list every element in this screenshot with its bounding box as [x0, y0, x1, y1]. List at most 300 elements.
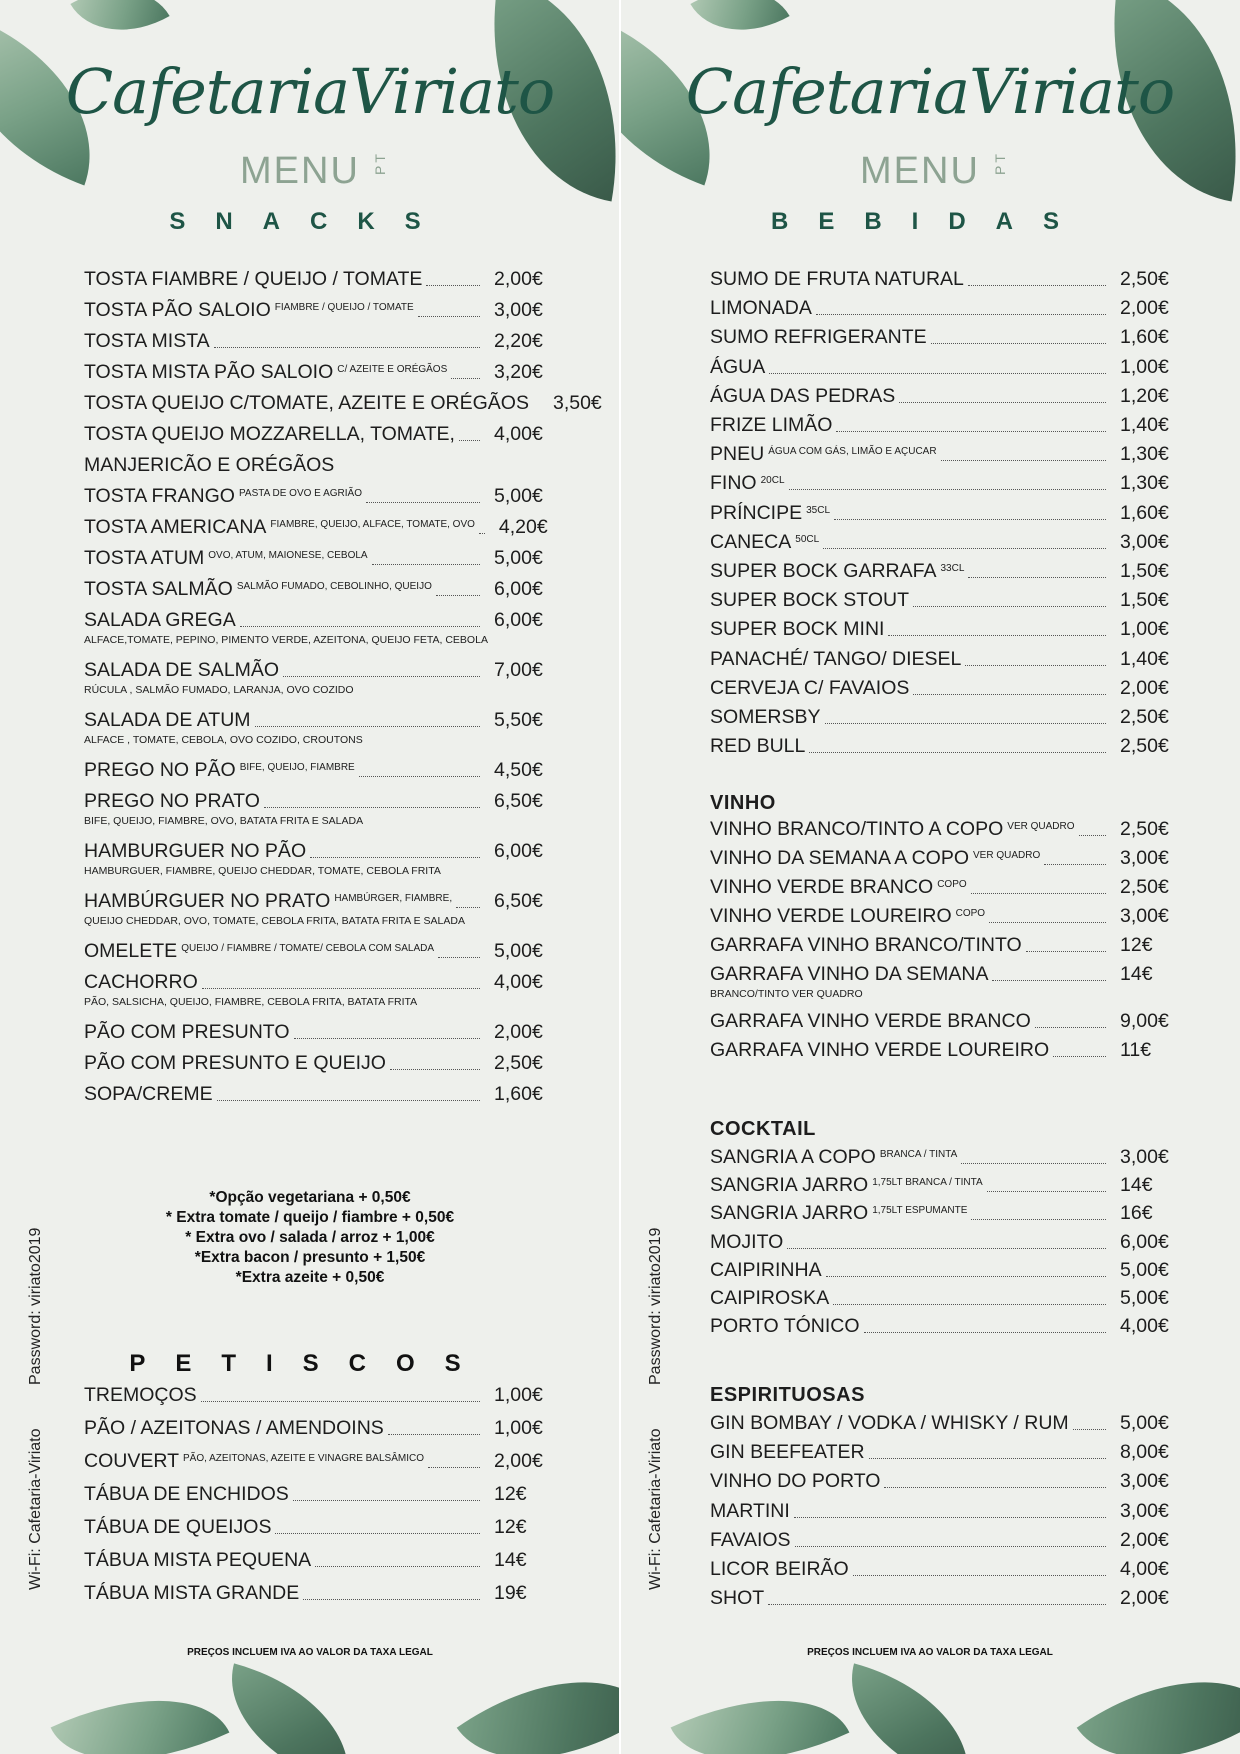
- menu-item: [84, 609, 552, 632]
- dot-leader: [816, 314, 1106, 315]
- item-note: ÁGUA COM GÁS, LIMÃO E AÇUCAR: [768, 446, 937, 458]
- item-price: 4,00€: [1120, 1558, 1169, 1580]
- item-name: VINHO DA SEMANA A COPO: [710, 847, 969, 869]
- item-name: CAIPIRINHA: [710, 1258, 822, 1281]
- item-name: VINHO BRANCO/TINTO A COPO: [710, 818, 1004, 840]
- menu-item: [84, 790, 552, 813]
- item-name: PÃO COM PRESUNTO E QUEIJO: [84, 1052, 386, 1074]
- item-note: PASTA DE OVO E AGRIÃO: [238, 488, 362, 499]
- item-name: GARRAFA VINHO DA SEMANA: [710, 963, 989, 985]
- item-price: 6,00€: [494, 578, 543, 600]
- menu-item: [84, 547, 552, 570]
- item-name: PNEU: [710, 443, 765, 466]
- item-name: SOMERSBY: [710, 706, 821, 728]
- dot-leader: [418, 316, 480, 317]
- menu-item: [84, 1083, 552, 1106]
- item-price: 4,00€: [1120, 1315, 1169, 1338]
- item-name: CERVEJA C/ FAVAIOS: [710, 676, 910, 699]
- menu-item: [710, 847, 1178, 870]
- panel-divider: [619, 0, 621, 1754]
- item-name: GARRAFA VINHO BRANCO/TINTO: [710, 934, 1022, 956]
- item-price: 2,50€: [1120, 735, 1169, 758]
- menu-item: [84, 709, 552, 732]
- dot-leader: [201, 1401, 480, 1402]
- item-name: SUPER BOCK MINI: [710, 618, 885, 641]
- dot-leader: [888, 635, 1106, 636]
- menu-item: [710, 1287, 1178, 1310]
- dot-leader: [202, 988, 480, 989]
- menu-item: [710, 1500, 1178, 1523]
- menu-item: [710, 356, 1178, 379]
- item-price: 1,30€: [1120, 443, 1169, 466]
- item-name: COUVERT: [84, 1450, 179, 1472]
- menu-item: [710, 1529, 1178, 1552]
- dot-leader: [941, 460, 1106, 461]
- item-name: SANGRIA JARRO: [710, 1202, 869, 1225]
- dot-leader: [240, 626, 480, 627]
- item-note: COPO: [955, 908, 986, 919]
- cocktail-title: COCKTAIL: [710, 1118, 816, 1140]
- item-note: C/ AZEITE E ORÉGÃOS: [337, 364, 448, 375]
- item-price: 6,00€: [1120, 1230, 1169, 1253]
- item-price: 1,00€: [494, 1417, 543, 1439]
- menu-item: [84, 485, 552, 508]
- menu-item: [84, 890, 552, 913]
- item-price: 6,50€: [494, 790, 543, 812]
- item-name: SOPA/CREME: [84, 1083, 213, 1105]
- menu-item: [710, 677, 1178, 700]
- extra-note: *Extra azeite + 0,50€: [235, 1269, 385, 1286]
- item-price: 11€: [1120, 1039, 1152, 1061]
- menu-item: [84, 1549, 552, 1572]
- dot-leader: [390, 1069, 480, 1070]
- menu-item: [710, 1315, 1178, 1338]
- item-name: TOSTA QUEIJO C/TOMATE, AZEITE E ORÉGÃOS: [84, 392, 529, 414]
- dot-leader: [823, 548, 1106, 549]
- menu-item: [710, 1039, 1178, 1062]
- item-price: 5,00€: [494, 547, 543, 569]
- menu-item: [84, 516, 552, 539]
- item-name: HAMBURGUER NO PÃO: [84, 840, 307, 862]
- item-price: 6,00€: [494, 840, 543, 862]
- item-description: BIFE, QUEIJO, FIAMBRE, OVO, BATATA FRITA E SALADA: [84, 815, 364, 827]
- item-price: 9,00€: [1120, 1010, 1169, 1032]
- item-name: PÃO / AZEITONAS / AMENDOINS: [84, 1417, 384, 1439]
- item-name: TOSTA ATUM: [84, 547, 205, 569]
- dot-leader: [479, 533, 485, 534]
- dot-leader: [438, 957, 480, 958]
- menu-item: [710, 268, 1178, 291]
- item-price: 3,00€: [1120, 847, 1169, 869]
- item-name: TOSTA PÃO SALOIO: [84, 299, 271, 321]
- item-price: 1,60€: [1120, 501, 1169, 524]
- item-price: 1,60€: [494, 1083, 543, 1105]
- item-price: 7,00€: [494, 659, 543, 681]
- item-price: 2,50€: [1120, 268, 1169, 290]
- item-note: PÃO, AZEITONAS, AZEITE E VINAGRE BALSÂMICO: [183, 1453, 424, 1464]
- dot-leader: [795, 1546, 1106, 1547]
- dot-leader: [836, 431, 1106, 432]
- item-price: 1,00€: [1120, 355, 1169, 378]
- dot-leader: [809, 752, 1106, 753]
- item-note: FIAMBRE, QUEIJO, ALFACE, TOMATE, OVO: [270, 519, 475, 530]
- menu-item: [84, 1450, 552, 1473]
- item-name: SUMO REFRIGERANTE: [710, 326, 927, 349]
- menu-item: [84, 268, 552, 291]
- dot-leader: [965, 665, 1106, 666]
- item-description: BRANCO/TINTO VER QUADRO: [710, 988, 863, 1000]
- item-price: 5,00€: [494, 940, 543, 962]
- dot-leader: [1026, 951, 1106, 952]
- item-note: VER QUADRO: [1007, 821, 1075, 832]
- right-panel: [620, 0, 1240, 1754]
- dot-leader: [971, 893, 1106, 894]
- item-price: 1,30€: [1120, 472, 1169, 495]
- item-name: TÁBUA MISTA PEQUENA: [84, 1549, 312, 1571]
- dot-leader: [436, 595, 480, 596]
- item-name: GIN BOMBAY / VODKA / WHISKY / RUM: [710, 1412, 1069, 1434]
- item-price: 2,00€: [1120, 1528, 1169, 1551]
- item-name: TOSTA AMERICANA: [84, 516, 267, 538]
- item-name: TOSTA FRANGO: [84, 485, 235, 507]
- dot-leader: [869, 1458, 1106, 1459]
- item-name: CANECA: [710, 530, 792, 553]
- menu-item: [710, 1146, 1178, 1169]
- item-note: 20CL: [760, 475, 785, 487]
- menu-item: [84, 299, 552, 322]
- dot-leader: [372, 564, 480, 565]
- item-name: SANGRIA A COPO: [710, 1146, 876, 1168]
- menu-item: [84, 1052, 552, 1075]
- menu-item: [710, 560, 1178, 583]
- item-price: 8,00€: [1120, 1441, 1169, 1464]
- menu-item: [710, 818, 1178, 841]
- item-name: SALADA DE ATUM: [84, 709, 251, 731]
- item-note: 35CL: [806, 504, 831, 516]
- item-note: QUEIJO / FIAMBRE / TOMATE/ CEBOLA COM SALADA: [181, 943, 435, 954]
- dot-leader: [366, 502, 480, 503]
- item-price: 2,00€: [1120, 297, 1169, 320]
- item-price: 2,50€: [1120, 706, 1169, 728]
- dot-leader: [913, 606, 1106, 607]
- item-price: 5,00€: [1120, 1287, 1169, 1309]
- dot-leader: [1035, 1027, 1106, 1028]
- item-description: RÚCULA , SALMÃO FUMADO, LARANJA, OVO COZIDO: [84, 684, 354, 696]
- dot-leader: [794, 1517, 1106, 1518]
- item-name: PANACHÉ/ TANGO/ DIESEL: [710, 647, 962, 670]
- item-price: 2,50€: [1120, 818, 1169, 840]
- dot-leader: [968, 577, 1106, 578]
- item-name: LICOR BEIRÃO: [710, 1558, 849, 1580]
- item-price: 2,00€: [1120, 676, 1169, 699]
- item-name: VINHO VERDE BRANCO: [710, 876, 934, 898]
- dot-leader: [787, 1248, 1106, 1249]
- menu-item: [84, 659, 552, 682]
- item-description: ALFACE,TOMATE, PEPINO, PIMENTO VERDE, AZEITONA, QUEIJO FETA, CEBOLA: [84, 634, 488, 646]
- item-price: 2,20€: [494, 330, 543, 352]
- menu-item: [710, 735, 1178, 758]
- item-note: OVO, ATUM, MAIONESE, CEBOLA: [208, 550, 368, 561]
- item-name: TOSTA SALMÃO: [84, 578, 233, 600]
- menu-item: [84, 423, 552, 446]
- dot-leader: [428, 1467, 480, 1468]
- dot-leader: [217, 1100, 480, 1101]
- menu-item: [710, 326, 1178, 349]
- menu-item: [710, 385, 1178, 408]
- item-price: 14€: [1120, 963, 1153, 985]
- espirituosas-title: ESPIRITUOSAS: [710, 1384, 865, 1406]
- dot-leader: [1044, 864, 1106, 865]
- menu-item: [710, 1587, 1178, 1610]
- dot-leader: [987, 1191, 1106, 1192]
- item-price: 3,00€: [1120, 530, 1169, 553]
- dot-leader: [275, 1533, 480, 1534]
- dot-leader: [931, 343, 1106, 344]
- item-description: PÃO, SALSICHA, QUEIJO, FIAMBRE, CEBOLA FRITA, BATATA FRITA: [84, 996, 418, 1008]
- menu-item: [710, 934, 1178, 957]
- menu-item: [84, 1417, 552, 1440]
- item-price: 3,20€: [494, 361, 543, 383]
- item-name: LIMONADA: [710, 297, 812, 320]
- dot-leader: [359, 776, 480, 777]
- item-name-continued: MANJERICÃO E ORÉGÃOS: [84, 454, 335, 476]
- dot-leader: [1079, 835, 1106, 836]
- dot-leader: [789, 489, 1107, 490]
- item-price: 12€: [494, 1483, 527, 1505]
- menu-item: [710, 1174, 1178, 1197]
- menu-item: [710, 531, 1178, 554]
- menu-item: [84, 578, 552, 601]
- item-price: 16€: [1120, 1202, 1153, 1225]
- item-note: VER QUADRO: [973, 850, 1041, 861]
- item-price: 6,00€: [494, 609, 543, 631]
- item-note: 50CL: [795, 533, 820, 545]
- dot-leader: [1073, 1429, 1106, 1430]
- menu-item: [710, 648, 1178, 671]
- extra-note: * Extra tomate / queijo / fiambre + 0,50€: [165, 1209, 455, 1226]
- dot-leader: [989, 922, 1106, 923]
- menu-item: [710, 443, 1178, 466]
- item-name: SALADA DE SALMÃO: [84, 659, 280, 681]
- dot-leader: [913, 694, 1106, 695]
- menu-item: [84, 1516, 552, 1539]
- menu-item: [710, 589, 1178, 612]
- item-price: 14€: [494, 1549, 527, 1571]
- leaf-decoration: [211, 1663, 370, 1754]
- item-price: 14€: [1120, 1174, 1153, 1197]
- dot-leader: [426, 285, 480, 286]
- menu-item: [84, 330, 552, 353]
- item-price: 1,00€: [494, 1384, 543, 1406]
- dot-leader: [294, 1038, 480, 1039]
- item-note: SALMÃO FUMADO, CEBOLINHO, QUEIJO: [236, 581, 432, 592]
- item-price: 3,00€: [1120, 905, 1169, 927]
- item-description: QUEIJO CHEDDAR, OVO, TOMATE, CEBOLA FRITA, BATATA FRITA E SALADA: [84, 915, 465, 927]
- dot-leader: [971, 1219, 1106, 1220]
- dot-leader: [264, 807, 480, 808]
- item-name: OMELETE: [84, 940, 178, 962]
- menu-item: [84, 940, 552, 963]
- item-name: MOJITO: [710, 1230, 784, 1253]
- extra-note: *Opção vegetariana + 0,50€: [209, 1189, 411, 1206]
- menu-item: [84, 759, 552, 782]
- item-price: 1,40€: [1120, 647, 1169, 670]
- item-price: 19€: [494, 1582, 527, 1604]
- item-price: 4,00€: [494, 423, 543, 445]
- dot-leader: [388, 1434, 480, 1435]
- item-price: 1,50€: [1120, 560, 1169, 582]
- item-name: FINO: [710, 472, 757, 495]
- item-price: 5,50€: [494, 709, 543, 731]
- menu-item: [710, 1558, 1178, 1581]
- dot-leader: [451, 378, 480, 379]
- snacks-title: SNACKS: [169, 208, 451, 235]
- item-name: CACHORRO: [84, 971, 198, 993]
- item-price: 2,50€: [1120, 876, 1169, 898]
- item-note: 1,75LT ESPUMANTE: [872, 1205, 968, 1217]
- wifi-label: Wi-Fi: Cafetaria-Viriato: [27, 1428, 44, 1590]
- dot-leader: [456, 907, 480, 908]
- password-label: Password: viriato2019: [647, 1227, 664, 1385]
- menu-heading: MENU: [240, 150, 360, 192]
- dot-leader: [864, 1332, 1106, 1333]
- item-name: FRIZE LIMÃO: [710, 414, 833, 436]
- menu-item: [710, 297, 1178, 320]
- menu-item: [710, 1441, 1178, 1464]
- menu-item: [710, 1412, 1178, 1435]
- dot-leader: [214, 347, 480, 348]
- item-price: 3,00€: [494, 299, 543, 321]
- item-name: CAIPIROSKA: [710, 1287, 830, 1309]
- item-name: HAMBÚRGUER NO PRATO: [84, 890, 331, 912]
- menu-item: [710, 1231, 1178, 1254]
- item-price: 5,00€: [1120, 1412, 1169, 1434]
- tax-footer: PREÇOS INCLUEM IVA AO VALOR DA TAXA LEGAL: [187, 1647, 433, 1658]
- dot-leader: [315, 1566, 480, 1567]
- dot-leader: [968, 285, 1106, 286]
- menu-heading: MENU: [860, 150, 980, 192]
- item-name: TÁBUA DE ENCHIDOS: [84, 1483, 289, 1505]
- menu-item: [84, 971, 552, 994]
- item-price: 4,50€: [494, 759, 543, 781]
- menu-item: [710, 905, 1178, 928]
- item-price: 3,00€: [1120, 1499, 1169, 1522]
- item-price: 1,60€: [1120, 326, 1169, 349]
- vinho-title: VINHO: [710, 792, 776, 814]
- item-name: SHOT: [710, 1587, 765, 1610]
- item-note: BIFE, QUEIJO, FIAMBRE: [239, 762, 355, 773]
- menu-item: [710, 472, 1178, 495]
- menu-item: [84, 1582, 552, 1605]
- menu-item: [710, 618, 1178, 641]
- menu-item: [710, 502, 1178, 525]
- item-price: 3,00€: [1120, 1146, 1169, 1168]
- language-label: PT: [991, 151, 1008, 175]
- item-name: SALADA GREGA: [84, 609, 236, 631]
- wifi-label: Wi-Fi: Cafetaria-Viriato: [647, 1428, 664, 1590]
- item-name: RED BULL: [710, 735, 806, 758]
- item-name: ÁGUA DAS PEDRAS: [710, 384, 896, 407]
- dot-leader: [834, 519, 1106, 520]
- dot-leader: [255, 726, 480, 727]
- item-name: SUMO DE FRUTA NATURAL: [710, 268, 964, 290]
- item-price: 2,00€: [494, 1450, 543, 1472]
- item-price: 1,00€: [1120, 618, 1169, 641]
- item-name: TÁBUA DE QUEIJOS: [84, 1516, 272, 1538]
- item-price: 2,00€: [494, 1021, 543, 1043]
- item-name: SANGRIA JARRO: [710, 1174, 869, 1197]
- item-price: 2,00€: [494, 268, 543, 290]
- item-price: 1,50€: [1120, 589, 1169, 612]
- item-price: 3,50€: [552, 392, 602, 414]
- item-name: PREGO NO PRATO: [84, 790, 260, 812]
- item-name: MARTINI: [710, 1499, 790, 1522]
- item-price: 6,50€: [494, 890, 543, 912]
- item-price: 4,20€: [498, 516, 548, 538]
- leaf-decoration: [690, 0, 789, 56]
- dot-leader: [283, 676, 480, 677]
- item-name: TOSTA MISTA: [84, 330, 210, 352]
- menu-item: [84, 361, 552, 384]
- item-name: FAVAIOS: [710, 1528, 791, 1551]
- menu-item: [710, 876, 1178, 899]
- item-name: SUPER BOCK STOUT: [710, 589, 910, 612]
- leaf-decoration: [51, 1660, 230, 1754]
- item-price: 5,00€: [1120, 1258, 1169, 1281]
- item-description: ALFACE , TOMATE, CEBOLA, OVO COZIDO, CROUTONS: [84, 734, 363, 746]
- item-price: 3,00€: [1120, 1470, 1169, 1493]
- item-note: 1,75LT BRANCA / TINTA: [872, 1177, 983, 1189]
- menu-item: [710, 1470, 1178, 1493]
- item-name: TÁBUA MISTA GRANDE: [84, 1582, 300, 1604]
- brand-logo: CafetariaViriato: [685, 55, 1175, 128]
- dot-leader: [853, 1575, 1106, 1576]
- item-name: TOSTA QUEIJO MOZZARELLA, TOMATE,: [84, 423, 455, 445]
- item-price: 4,00€: [494, 971, 543, 993]
- item-name: PÃO COM PRESUNTO: [84, 1021, 290, 1043]
- item-price: 1,20€: [1120, 384, 1169, 407]
- item-name: PORTO TÓNICO: [710, 1315, 860, 1338]
- dot-leader: [826, 1276, 1106, 1277]
- item-price: 5,00€: [494, 485, 543, 507]
- item-price: 1,40€: [1120, 414, 1169, 436]
- menu-item: [710, 963, 1178, 986]
- menu-item: [710, 1010, 1178, 1033]
- item-name: VINHO VERDE LOUREIRO: [710, 905, 952, 927]
- extra-note: * Extra ovo / salada / arroz + 1,00€: [185, 1229, 435, 1246]
- password-label: Password: viriato2019: [27, 1227, 44, 1385]
- item-name: TREMOÇOS: [84, 1384, 197, 1406]
- item-description: HAMBURGUER, FIAMBRE, QUEIJO CHEDDAR, TOMATE, CEBOLA FRITA: [84, 865, 441, 877]
- leaf-decoration: [831, 1663, 990, 1754]
- item-note: HAMBÚRGER, FIAMBRE,: [334, 893, 453, 904]
- item-name: TOSTA MISTA PÃO SALOIO: [84, 361, 334, 383]
- item-note: FIAMBRE / QUEIJO / TOMATE: [274, 302, 414, 313]
- dot-leader: [961, 1163, 1106, 1164]
- tax-footer: PREÇOS INCLUEM IVA AO VALOR DA TAXA LEGAL: [807, 1647, 1053, 1658]
- dot-leader: [769, 373, 1106, 374]
- item-name: PREGO NO PÃO: [84, 759, 236, 781]
- bebidas-title: BEBIDAS: [770, 208, 1089, 235]
- menu-item: [84, 1384, 552, 1407]
- item-name: SUPER BOCK GARRAFA: [710, 560, 937, 582]
- item-name: GARRAFA VINHO VERDE BRANCO: [710, 1010, 1031, 1032]
- menu-item: [710, 414, 1178, 437]
- dot-leader: [303, 1599, 480, 1600]
- item-name: TOSTA FIAMBRE / QUEIJO / TOMATE: [84, 268, 423, 290]
- dot-leader: [825, 723, 1106, 724]
- menu-item: [710, 706, 1178, 729]
